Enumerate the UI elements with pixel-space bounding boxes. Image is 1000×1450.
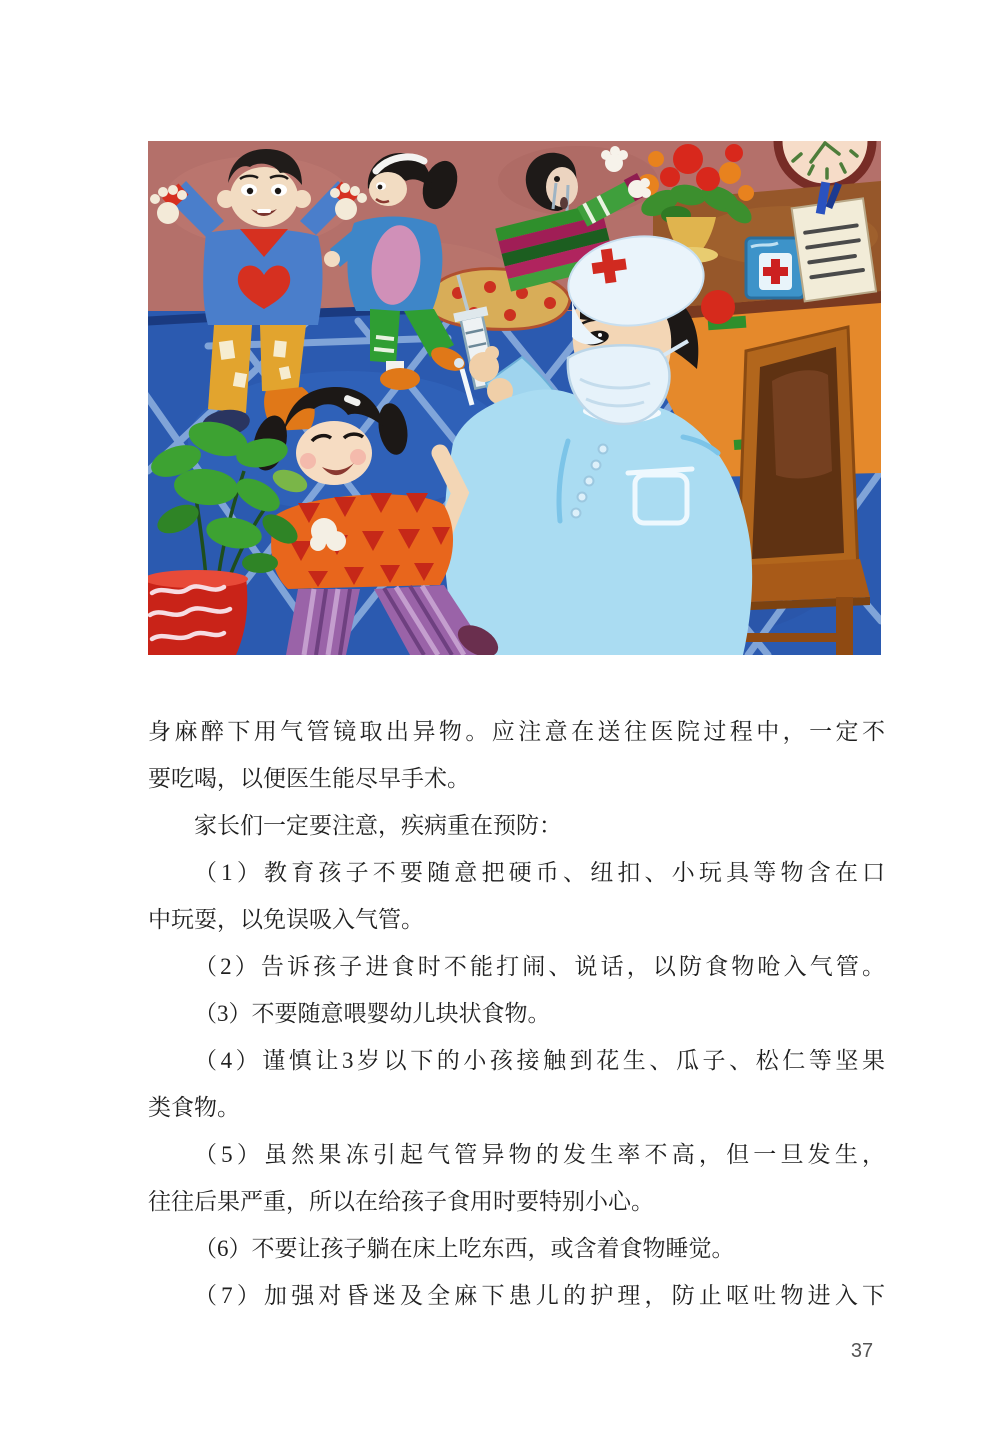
body-text-line: 中玩耍，以免误吸入气管。 — [148, 907, 424, 932]
illustration-children-painting — [148, 141, 881, 655]
first-aid-box — [746, 238, 804, 298]
body-text-line: （6）不要让孩子躺在床上吃东西，或含着食物睡觉。 — [194, 1236, 735, 1261]
body-text-line: 要吃喝，以便医生能尽早手术。 — [148, 766, 470, 791]
body-text-line: 家长们一定要注意，疾病重在预防： — [194, 813, 562, 838]
body-text-line: 往往后果严重，所以在给孩子食用时要特别小心。 — [148, 1189, 654, 1214]
body-text-line: （7）加强对昏迷及全麻下患儿的护理，防止呕吐物进入下 — [194, 1283, 885, 1308]
body-text-line: （5）虽然果冻引起气管异物的发生率不高，但一旦发生， — [194, 1142, 885, 1167]
body-text-line: （1）教育孩子不要随意把硬币、纽扣、小玩具等物含在口 — [194, 860, 885, 885]
body-text — [148, 708, 885, 1319]
body-text-line: 身麻醉下用气管镜取出异物。应注意在送往医院过程中，一定不 — [148, 719, 885, 744]
body-text-line: （3）不要随意喂婴幼儿块状食物。 — [194, 1001, 551, 1026]
body-text-line: （2）告诉孩子进食时不能打闹、说话，以防食物呛入气管。 — [194, 954, 885, 979]
page-number: 37 — [850, 1340, 874, 1362]
painting-canvas — [148, 141, 881, 655]
body-text-line: （4）谨慎让3岁以下的小孩接触到花生、瓜子、松仁等坚果 — [194, 1048, 885, 1073]
body-text-line: 类食物。 — [148, 1095, 240, 1120]
apple — [701, 290, 735, 324]
